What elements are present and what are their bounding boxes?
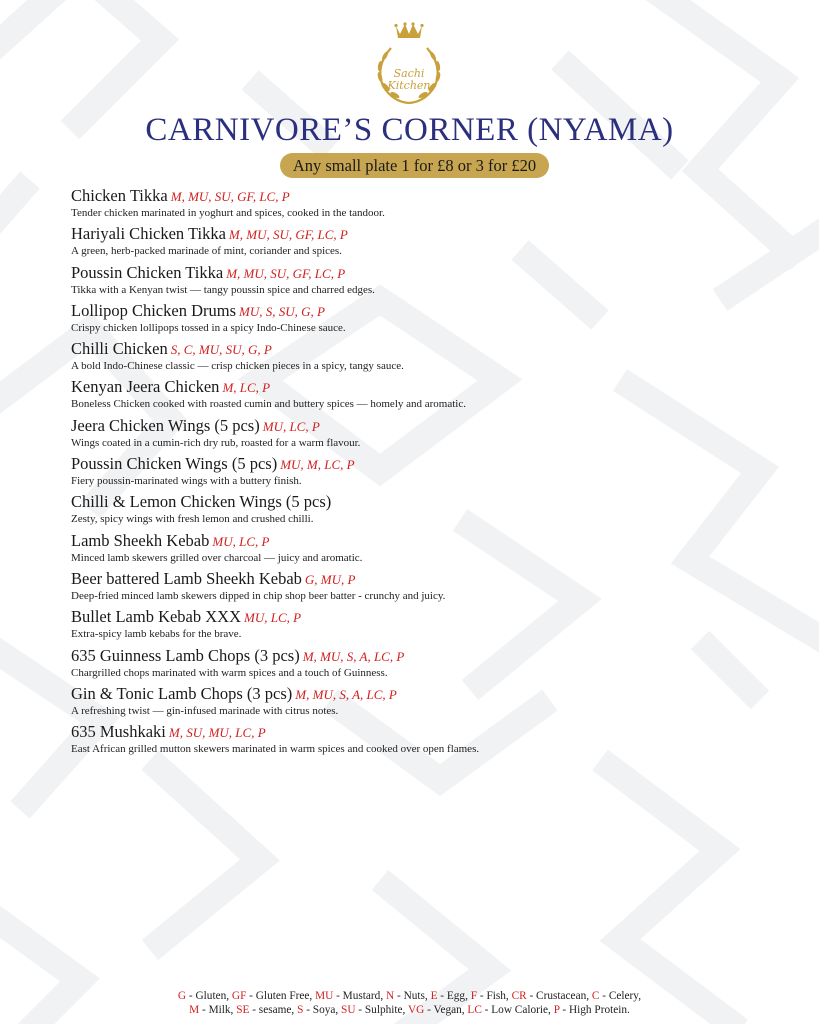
menu-item (71, 722, 771, 760)
legend-line-2 (0, 1004, 819, 1018)
item-name: 635 Guinness Lamb Chops (3 pcs) (71, 645, 300, 665)
logo (369, 22, 449, 106)
item-allergens: M, MU, SU, GF, LC, P (170, 189, 290, 204)
item-allergens: S, C, MU, SU, G, P (170, 342, 272, 358)
item-name: Jeera Chicken Wings (5 pcs) (71, 415, 260, 435)
menu-item (71, 531, 771, 569)
legend-label: - Crustacean, (526, 990, 592, 1002)
menu-item (71, 339, 771, 377)
menu-item (71, 569, 771, 607)
legend-label: - Gluten Free, (246, 990, 316, 1002)
legend-label: - Sulphite, (355, 1003, 408, 1016)
promo-badge: Any small plate 1 for £8 or 3 for £20 (280, 153, 549, 178)
menu-item (71, 301, 771, 339)
logo-line-1: Sachi (393, 67, 425, 80)
legend-code: SE (236, 1003, 250, 1016)
item-description: A bold Indo-Chinese classic — crisp chicken pieces in a spicy, tangy sauce. (71, 360, 404, 373)
item-description: Zesty, spicy wings with fresh lemon and crushed chilli. (71, 513, 314, 526)
logo-text (369, 68, 449, 92)
legend-code: F (470, 990, 478, 1002)
item-name: Poussin Chicken Tikka (71, 262, 224, 282)
legend-code: M (189, 1003, 200, 1016)
legend-label: - sesame, (249, 1003, 298, 1016)
legend-code: LC (467, 1003, 482, 1016)
legend-label: - Mustard, (333, 990, 386, 1002)
legend-line-1 (0, 990, 819, 1004)
legend-code: MU (315, 990, 334, 1002)
item-allergens: M, SU, MU, LC, P (168, 725, 266, 741)
legend-code: C (591, 990, 600, 1002)
item-allergens: M, MU, S, A, LC, P (295, 686, 397, 702)
item-name: Chilli Chicken (71, 339, 168, 359)
legend-code: S (297, 1003, 304, 1016)
legend-code: E (430, 990, 438, 1002)
menu-item (71, 186, 771, 224)
item-name: 635 Mushkaki (71, 722, 166, 742)
allergen-legend (0, 990, 819, 1017)
logo-line-2: Kitchen (387, 79, 431, 92)
item-name: Bullet Lamb Kebab XXX (71, 607, 242, 627)
legend-label: - Egg, (437, 990, 471, 1002)
item-name: Hariyali Chicken Tikka (71, 224, 226, 244)
item-allergens: M, MU, SU, GF, LC, P (226, 265, 346, 281)
item-allergens: MU, LC, P (212, 533, 270, 549)
item-name: Lamb Sheekh Kebab (71, 530, 210, 550)
menu-item (71, 377, 771, 415)
legend-label: - Soya, (303, 1003, 342, 1016)
legend-code: GF (231, 990, 247, 1002)
item-allergens: MU, LC, P (262, 418, 320, 434)
legend-code: N (385, 990, 395, 1002)
item-description: East African grilled mutton skewers marinated in warm spices and cooked over open flames. (71, 743, 480, 756)
menu-item (71, 224, 771, 262)
menu-item (71, 416, 771, 454)
legend-code: CR (511, 990, 527, 1002)
item-allergens: G, MU, P (304, 571, 356, 587)
legend-label: - Low Calorie, (481, 1003, 554, 1016)
item-name: Kenyan Jeera Chicken (71, 377, 220, 397)
menu-item (71, 454, 771, 492)
legend-label: - Nuts, (394, 990, 431, 1002)
item-description: Fiery poussin-marinated wings with a buttery finish. (71, 475, 302, 488)
item-name: Chicken Tikka (71, 186, 168, 205)
item-description: Tikka with a Kenyan twist — tangy poussin spice and charred edges. (71, 283, 375, 296)
item-description: Extra-spicy lamb kebabs for the brave. (71, 628, 242, 641)
legend-code: P (553, 1003, 560, 1016)
item-allergens: MU, LC, P (244, 610, 302, 626)
legend-label: - Celery, (599, 990, 642, 1002)
item-description: Wings coated in a cumin-rich dry rub, roasted for a warm flavour. (71, 436, 361, 449)
item-description: Minced lamb skewers grilled over charcoal — juicy and aromatic. (71, 551, 363, 564)
item-description: A refreshing twist — gin-infused marinade with citrus notes. (71, 704, 339, 717)
item-description: Crispy chicken lollipops tossed in a spicy Indo-Chinese sauce. (71, 321, 346, 334)
legend-label: - Gluten, (186, 990, 232, 1002)
item-name: Gin & Tonic Lamb Chops (3 pcs) (71, 683, 293, 703)
menu-item (71, 646, 771, 684)
legend-label: - High Protein. (559, 1003, 630, 1016)
legend-code: G (177, 990, 187, 1002)
item-description: A green, herb-packed marinade of mint, coriander and spices. (71, 245, 342, 258)
menu-item (71, 492, 771, 530)
item-allergens: M, MU, S, A, LC, P (302, 648, 405, 664)
legend-code: SU (341, 1003, 356, 1016)
legend-label: - Fish, (477, 990, 512, 1002)
menu-items-list (71, 186, 771, 760)
page-title: CARNIVORE’S CORNER (NYAMA) (145, 112, 674, 148)
item-description: Deep-fried minced lamb skewers dipped in chip shop beer batter - crunchy and juicy. (71, 589, 446, 602)
legend-label: - Vegan, (424, 1003, 468, 1016)
item-name: Chilli & Lemon Chicken Wings (5 pcs) (71, 492, 332, 512)
crown-laurel-wreath-icon (369, 22, 449, 106)
item-description: Chargrilled chops marinated with warm spices and a touch of Guinness. (71, 666, 388, 679)
menu-item (71, 684, 771, 722)
item-description: Tender chicken marinated in yoghurt and spices, cooked in the tandoor. (71, 207, 385, 219)
item-allergens: M, LC, P (222, 380, 271, 396)
menu-item (71, 263, 771, 301)
item-name: Lollipop Chicken Drums (71, 300, 236, 320)
item-allergens: MU, M, LC, P (280, 457, 355, 473)
menu-item (71, 607, 771, 645)
item-name: Beer battered Lamb Sheekh Kebab (71, 568, 302, 588)
legend-code: VG (408, 1003, 425, 1016)
item-description: Boneless Chicken cooked with roasted cumin and buttery spices — homely and aromatic. (71, 398, 466, 411)
legend-label: - Milk, (199, 1003, 237, 1016)
item-allergens: M, MU, SU, GF, LC, P (228, 227, 348, 243)
item-name: Poussin Chicken Wings (5 pcs) (71, 454, 278, 474)
item-allergens: MU, S, SU, G, P (238, 303, 325, 319)
